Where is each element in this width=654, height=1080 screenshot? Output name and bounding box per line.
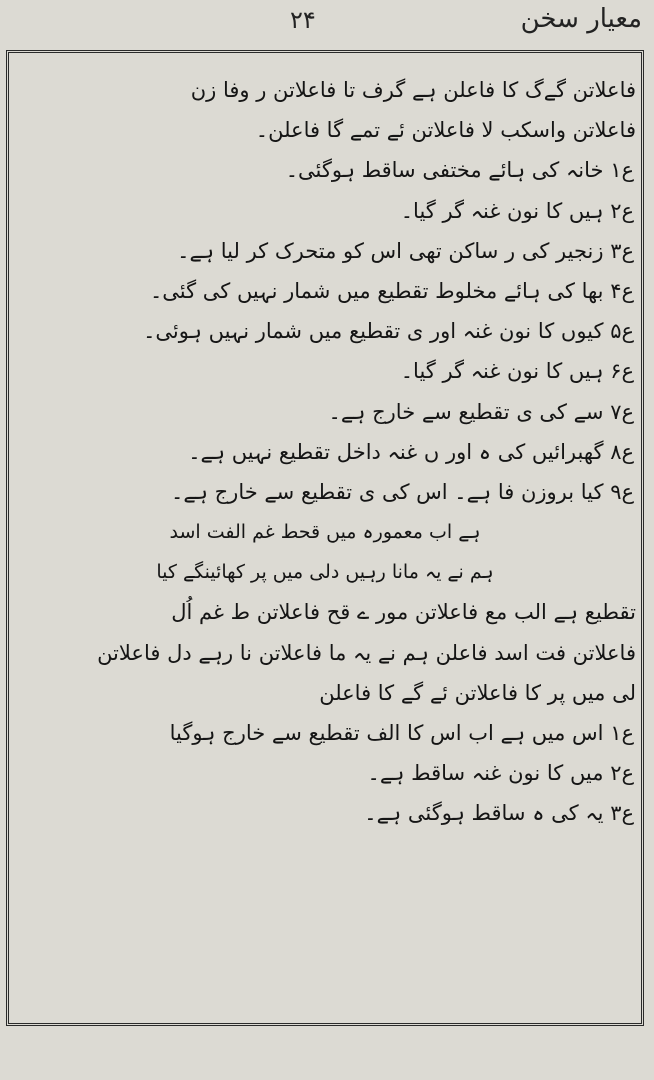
- note-line: ع۴ بھا کی ہائے مخلوط تقطیع میں شمار نہیں کی گئی۔: [149, 278, 634, 303]
- note-line: ع۳ یہ کی ہ ساقط ہوگئی ہے۔: [364, 801, 634, 826]
- scansion-line: فاعلاتن گےگ کا فاعلن ہے گرف تا فاعلاتن ر وفا زن: [190, 78, 636, 102]
- verse-line: ہے اب معمورہ میں قحط غم الفت اسد: [169, 521, 481, 544]
- note-line: ع۳ زنجیر کی ر ساکن تھی اس کو متحرک کر لیا ہے۔: [177, 238, 634, 263]
- scansion-line: تقطیع ہے الب مع فاعلاتن مور ے قح فاعلاتن ط غم اُل: [171, 600, 636, 625]
- note-line: ع۲ میں کا نون غنہ ساقط ہے۔: [367, 761, 634, 786]
- book-title: معیار سخن: [520, 4, 642, 34]
- note-line: ع۲ ہیں کا نون غنہ گر گیا۔: [400, 198, 634, 223]
- note-line: ع۱ خانہ کی ہائے مختفی ساقط ہوگئی۔: [285, 158, 634, 183]
- note-line: ع۷ سے کی ی تقطیع سے خارج ہے۔: [328, 399, 634, 424]
- text-block: [14, 70, 636, 834]
- note-line: ع۸ گھبرائیں کی ہ اور ں غنہ داخل تقطیع نہیں ہے۔: [188, 439, 634, 464]
- note-line: ع۹ کیا بروزن فا ہے۔ اس کی ی تقطیع سے خارج ہے۔: [171, 479, 634, 504]
- page-number: ۲۴: [290, 6, 316, 34]
- note-line: ع۱ اس میں ہے اب اس کا الف تقطیع سے خارج ہوگیا: [169, 721, 634, 745]
- scansion-line: فاعلاتن فت اسد فاعلن ہم نے یہ ما فاعلاتن نا رہے دل فاعلاتن: [97, 640, 636, 665]
- note-line: ع۶ ہیں کا نون غنہ گر گیا۔: [400, 359, 634, 384]
- scansion-line: فاعلاتن واسکب لا فاعلاتن ئے تمے گا فاعلن۔: [255, 118, 636, 143]
- verse-line: ہم نے یہ مانا رہیں دلی میں پر کھائینگے کیا: [156, 561, 494, 584]
- scansion-line: لی میں پر کا فاعلاتن ئے گے کا فاعلن: [319, 680, 636, 705]
- page-header: [0, 0, 654, 50]
- note-line: ع۵ کیوں کا نون غنہ اور ی تقطیع میں شمار نہیں ہوئی۔: [143, 319, 634, 344]
